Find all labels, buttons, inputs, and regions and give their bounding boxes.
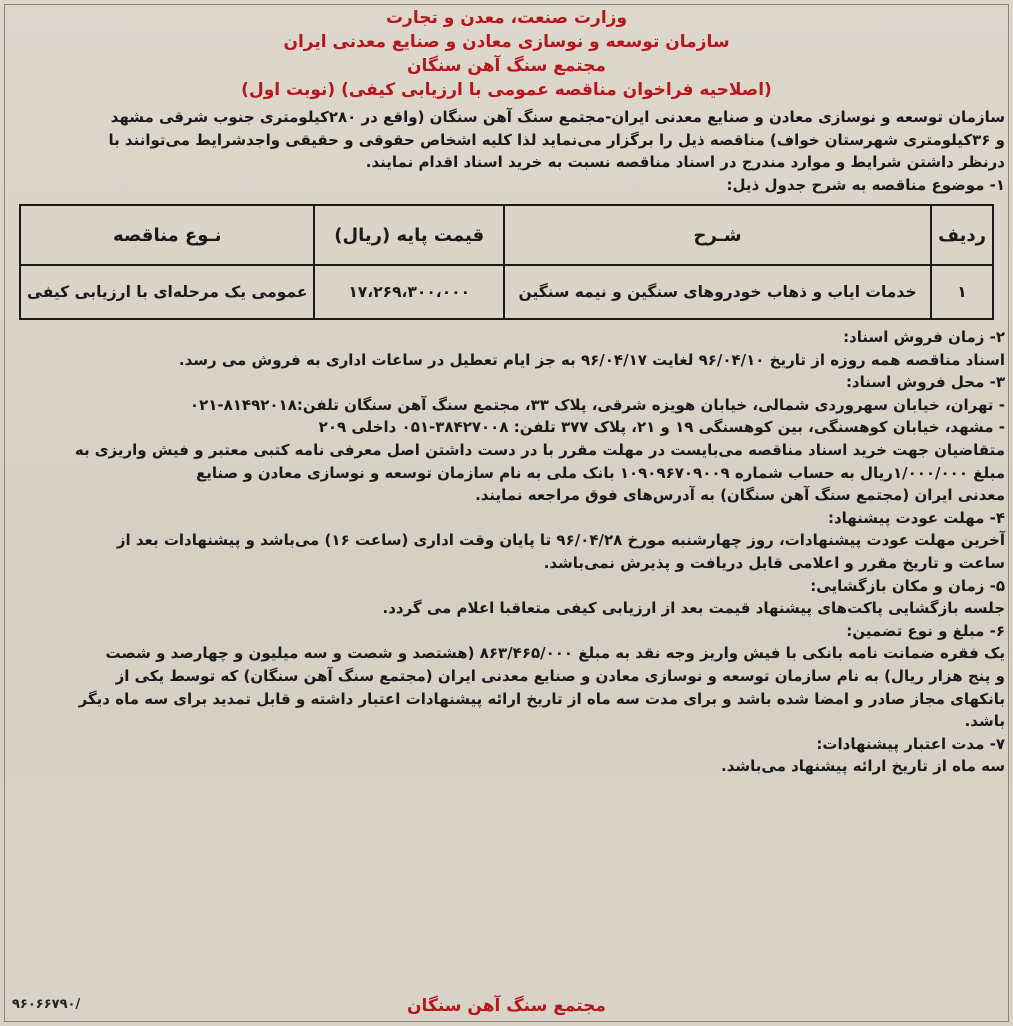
tender-subject-title: ۱- موضوع مناقصه به شرح جدول ذیل: — [726, 175, 1005, 194]
cell-description: خدمات ایاب و ذهاب خودروهای سنگین و نیمه سنگین — [504, 265, 931, 319]
section-text: اسناد مناقصه همه روزه از تاریخ ۹۶/۰۴/۱۰ لغایت ۹۶/۰۴/۱۷ به جز ایام تعطیل در ساعات اداری به فروش می رسد. — [178, 350, 1005, 369]
section-title: ۲- زمان فروش اسناد: — [843, 328, 1005, 346]
complex-name: مجتمع سنگ آهن سنگان — [407, 56, 606, 76]
section-title: ۵- زمان و مکان بازگشایی: — [810, 576, 1005, 595]
section-text: مبلغ ۱/۰۰۰/۰۰۰ریال به حساب شماره ۱۰۹۰۹۶۷۰۹۰۰۹ بانک ملی به نام سازمان توسعه و نوسازی معادن و صنایع — [195, 463, 1005, 482]
ministry-name: وزارت صنعت، معدن و تجارت — [385, 8, 628, 28]
cell-tender-type: عمومی یک مرحله‌ای با ارزیابی کیفی — [20, 265, 314, 319]
section-text: و پنج هزار ریال) به نام سازمان توسعه و نوسازی معادن و صنایع معدنی ایران (مجتمع سنگ آهن سنگان) که توسط یکی از — [115, 666, 1005, 685]
table-header-row — [20, 205, 993, 265]
section-title: ۶- مبلغ و نوع تضمین: — [846, 621, 1005, 640]
intro-line: درنظر داشتن شرایط و موارد مندرج در اسناد مناقصه نسبت به خرید اسناد اقدام نمایند. — [365, 153, 1005, 171]
notice-code: ۹۶۰۶۶۷۹۰/ — [12, 997, 81, 1012]
notice-header — [8, 6, 1005, 102]
organization-name: سازمان توسعه و نوسازی معادن و صنایع معدنی ایران — [283, 32, 730, 52]
intro-line: سازمان توسعه و نوسازی معادن و صنایع معدنی ایران-مجتمع سنگ آهن سنگان (واقع در ۲۸۰کیلومتری جنوب شرقی مشهد — [110, 108, 1005, 126]
header-description: شـرح — [504, 205, 931, 265]
section-text: باشد. — [964, 712, 1005, 731]
section-text: سه ماه از تاریخ ارائه پیشنهاد می‌باشد. — [721, 757, 1005, 776]
header-tender-type: نـوع مناقصه — [20, 205, 314, 265]
table-row — [20, 265, 993, 319]
header-row-number: ردیف — [931, 205, 993, 265]
section-text: معدنی ایران (مجتمع سنگ آهن سنگان) به آدرس‌های فوق مراجعه نمایند. — [475, 486, 1005, 505]
intro-line: و ۳۶کیلومتری شهرستان خواف) مناقصه ذیل را برگزار می‌نماید لذا کلیه اشخاص حقوقی و حقیقی واجدشرایط می‌توانند با — [108, 130, 1005, 149]
cell-row-number: ۱ — [931, 265, 993, 319]
section-text: یک فقره ضمانت نامه بانکی با فیش واریز وجه نقد به مبلغ ۸۶۳/۴۶۵/۰۰۰ (هشتصد و شصت و سه میلیون و چهارصد و شصت — [105, 644, 1005, 663]
notice-title: (اصلاحیه فراخوان مناقصه عمومی با ارزیابی کیفی) (نوبت اول) — [241, 80, 772, 100]
notice-sections — [8, 326, 1005, 778]
section-title: ۳- محل فروش اسناد: — [845, 373, 1005, 392]
section-title: ۷- مدت اعتبار پیشنهادات: — [816, 734, 1005, 753]
section-text: متقاضیان جهت خرید اسناد مناقصه می‌بایست در مهلت مقرر با در دست داشتن اصل معرفی نامه کتبی معتبر و فیش واریزی به — [74, 440, 1005, 459]
section-text: بانکهای مجاز صادر و امضا شده باشد و برای مدت سه ماه از تاریخ ارائه پیشنهادات اعتبار داشته و قابل تمدید برای سه ماه دیگر — [78, 689, 1005, 708]
section-text: جلسه بازگشایی پاکت‌های پیشنهاد قیمت بعد از ارزیابی کیفی متعاقبا اعلام می گردد. — [382, 599, 1005, 618]
tender-table — [19, 204, 994, 320]
header-base-price: قیمت پایه (ریال) — [314, 205, 504, 265]
intro-paragraph — [8, 106, 1005, 196]
section-text: ساعت و تاریخ مقرر و اعلامی قابل دریافت و پذیرش نمی‌باشد. — [543, 553, 1005, 572]
section-text: - تهران، خیابان سهروردی شمالی، خیابان هویزه شرقی، پلاک ۳۳، مجتمع سنگ آهن سنگان تلفن:۸۱۴۹۲۰۱۸-۰۲۱ — [189, 395, 1005, 414]
section-title: ۴- مهلت عودت پیشنهاد: — [827, 508, 1005, 527]
section-text: آخرین مهلت عودت پیشنهادات، روز چهارشنبه مورخ ۹۶/۰۴/۲۸ تا پایان وقت اداری (ساعت ۱۶) می‌باشد و پیشنهادات بعد از — [116, 531, 1005, 550]
footer-signature: مجتمع سنگ آهن سنگان — [407, 996, 606, 1016]
cell-base-price: ۱۷،۲۶۹،۳۰۰،۰۰۰ — [314, 265, 504, 319]
section-text: - مشهد، خیابان کوهسنگی، بین کوهسنگی ۱۹ و ۲۱، پلاک ۳۷۷ تلفن: ۳۸۴۲۷۰۰۸-۰۵۱ داخلی ۲۰۹ — [318, 418, 1005, 437]
